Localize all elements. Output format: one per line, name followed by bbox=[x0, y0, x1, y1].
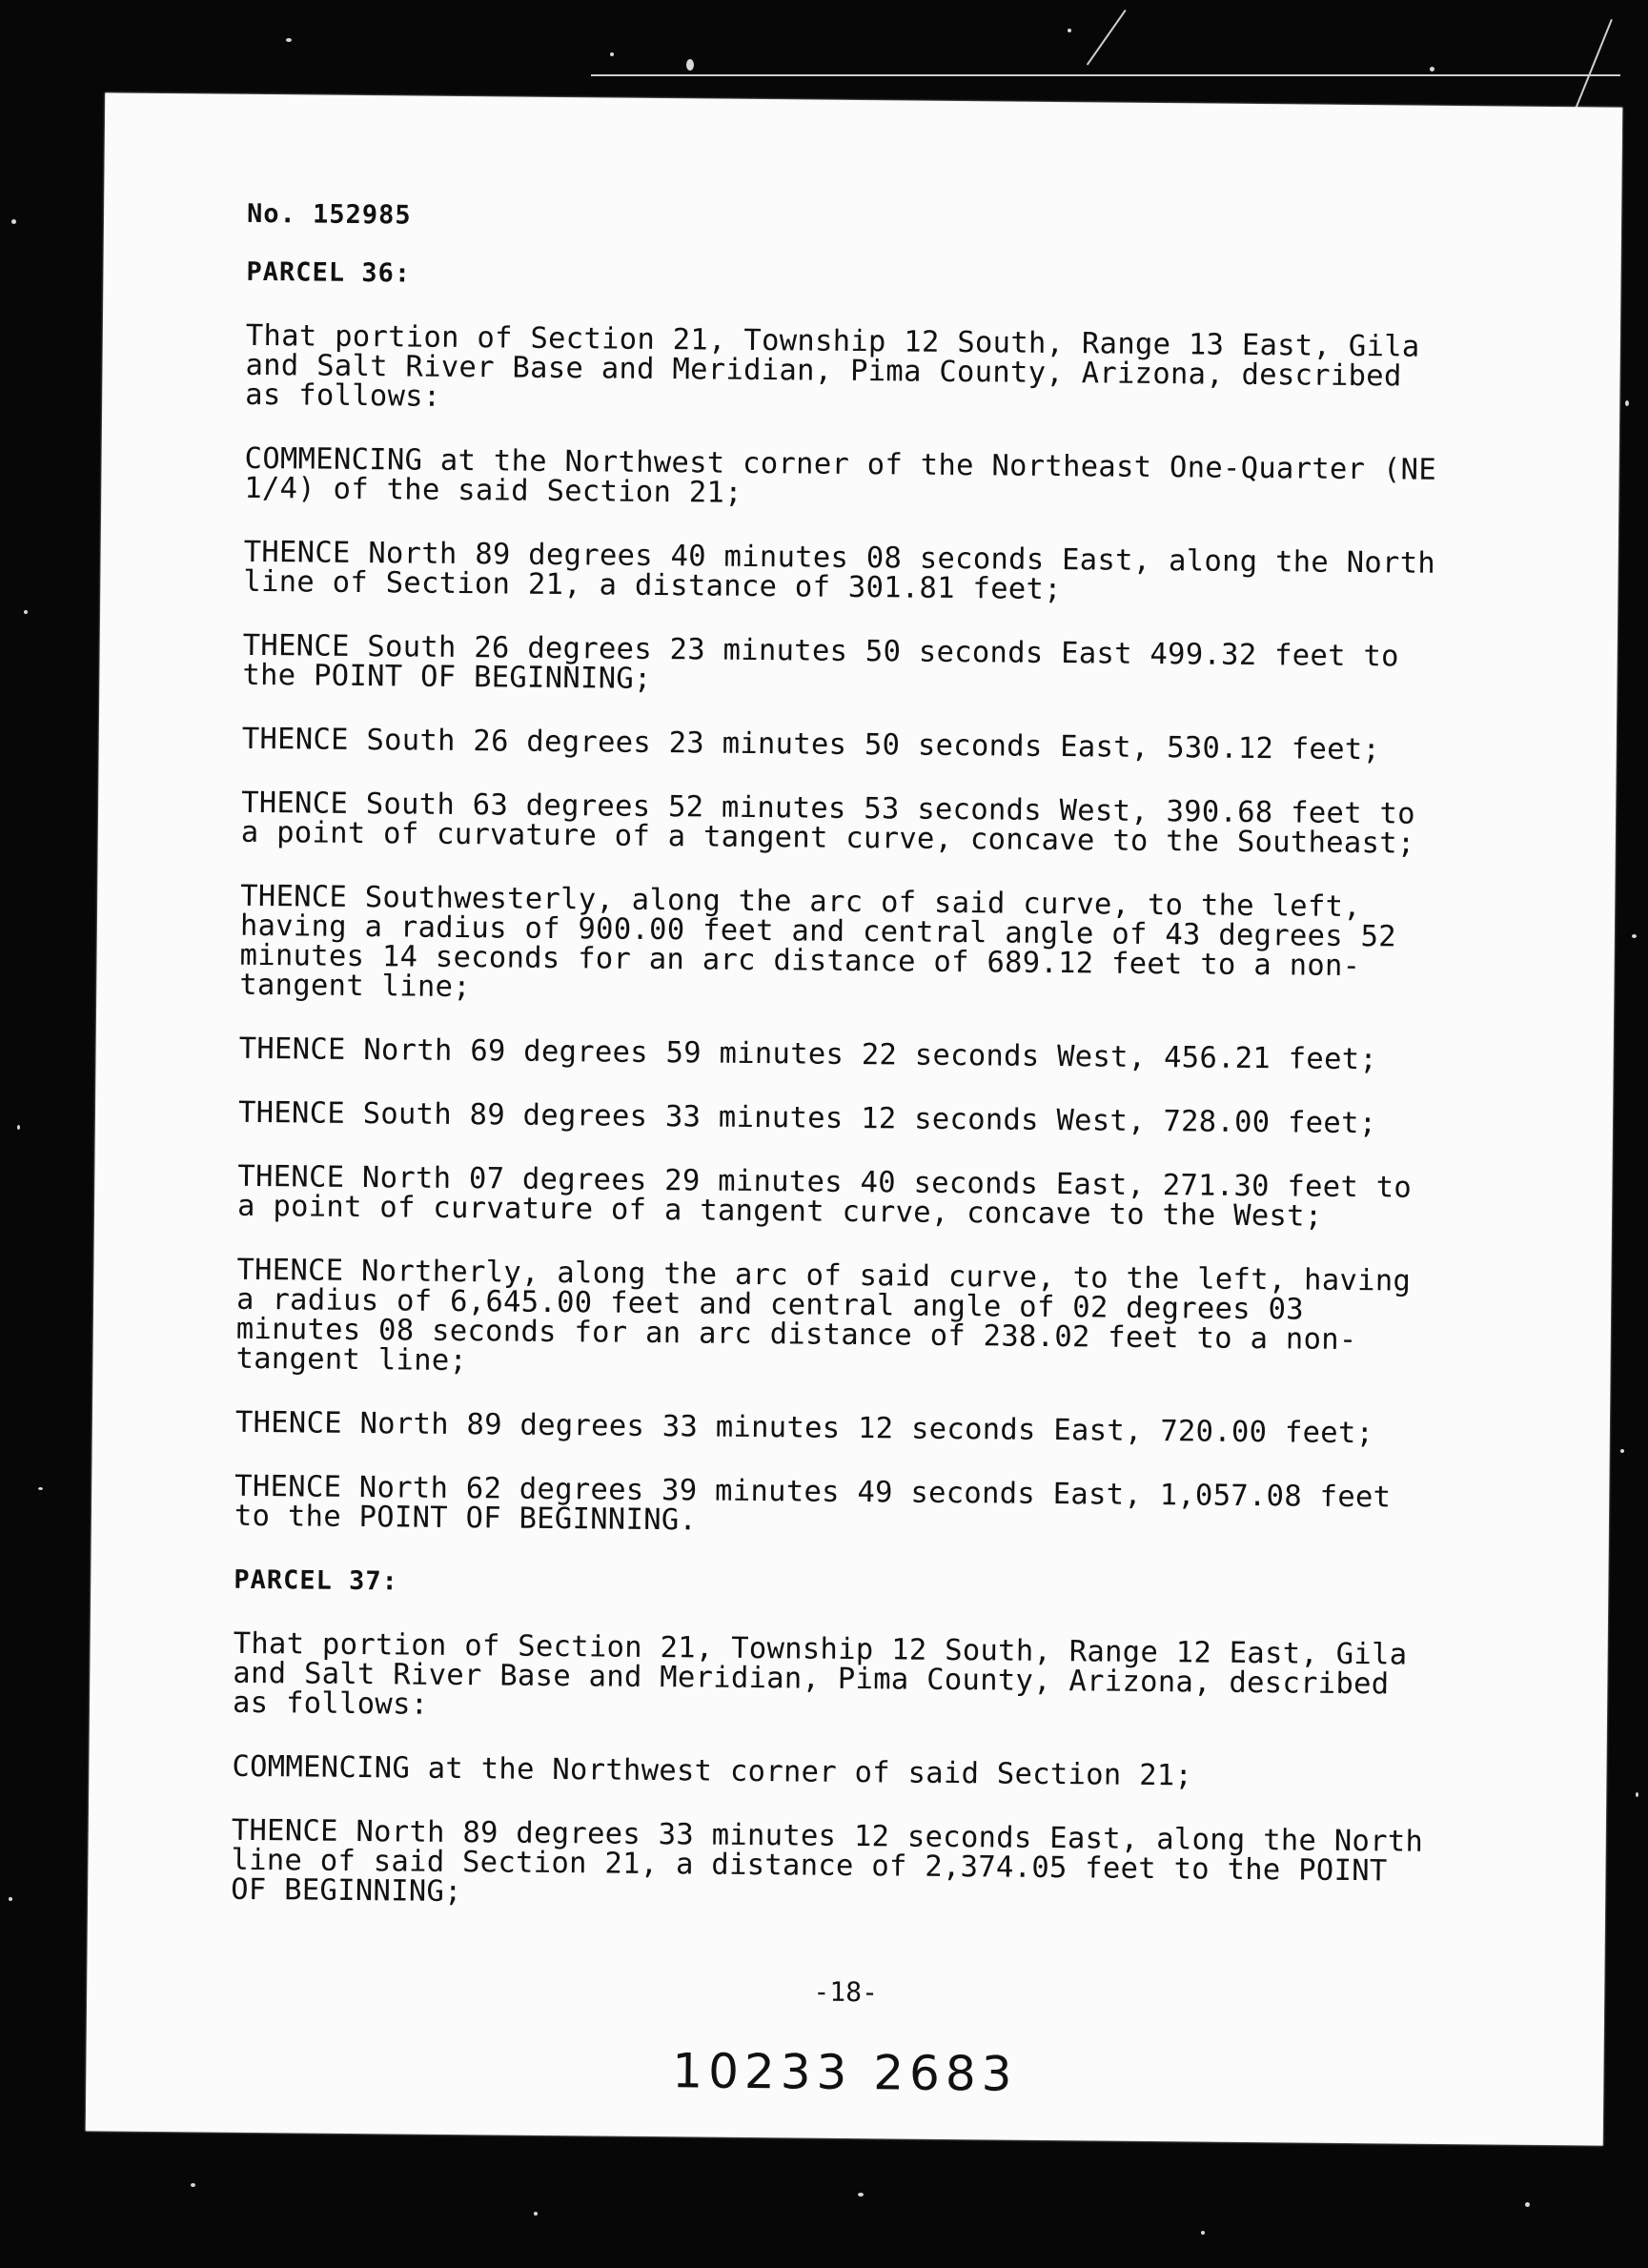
parcel-36-paragraph: THENCE North 69 degrees 59 minutes 22 seconds West, 456.21 feet; bbox=[238, 1032, 1378, 1077]
parcel-36-paragraph: THENCE North 89 degrees 40 minutes 08 seconds East, along the North line of Section 21, a distance of 301.81 feet; bbox=[243, 535, 1436, 607]
parcel-37-paragraph: COMMENCING at the Northwest corner of said Section 21; bbox=[232, 1749, 1193, 1793]
parcel-36-paragraph: THENCE Southwesterly, along the arc of said curve, to the left, having a radius of 900.00 feet and central angle of 43 degrees 52 minutes 14 seconds for an arc distance of 689.12 feet to a non- tangent line; bbox=[239, 879, 1397, 1005]
document-body bbox=[231, 199, 1457, 1951]
parcel-36-paragraph: THENCE North 62 degrees 39 minutes 49 seconds East, 1,057.08 feet to the POINT OF BEGINNING. bbox=[234, 1469, 1392, 1538]
parcel-36-paragraph: THENCE South 63 degrees 52 minutes 53 seconds West, 390.68 feet to a point of curvature of a tangent curve, concave to the Southeast; bbox=[240, 786, 1415, 861]
page-number: -18- bbox=[813, 1975, 879, 2009]
parcel-36-heading: PARCEL 36: bbox=[246, 256, 412, 289]
parcel-36-paragraph: THENCE South 26 degrees 23 minutes 50 seconds East, 530.12 feet; bbox=[241, 722, 1381, 767]
parcel-36-paragraph: THENCE Northerly, along the arc of said curve, to the left, having a radius of 6,645.00 feet and central angle of 02 degrees 03 minutes 08 seconds for an arc distance of 238.02 feet to a non- tangent line; bbox=[235, 1253, 1412, 1379]
parcel-36-paragraph: COMMENCING at the Northwest corner of the Northeast One-Quarter (NE 1/4) of the said Section 21; bbox=[244, 441, 1437, 510]
parcel-36-paragraph: THENCE South 89 degrees 33 minutes 12 seconds West, 728.00 feet; bbox=[237, 1095, 1377, 1141]
document-page bbox=[86, 92, 1622, 2145]
parcel-36-paragraph: THENCE North 07 degrees 29 minutes 40 seconds East, 271.30 feet to a point of curvature of a tangent curve, concave to the West; bbox=[236, 1159, 1413, 1234]
document-number: No. 152985 bbox=[246, 198, 412, 231]
recording-stamp-number: 10233 2683 bbox=[672, 2043, 1018, 2102]
parcel-36-paragraph: THENCE South 26 degrees 23 minutes 50 seconds East 499.32 feet to the POINT OF BEGINNING; bbox=[242, 628, 1399, 696]
parcel-37-heading: PARCEL 37: bbox=[234, 1564, 399, 1597]
parcel-37-paragraph: That portion of Section 21, Township 12 South, Range 12 East, Gila and Salt River Base and Meridian, Pima County, Arizona, described as follows: bbox=[232, 1626, 1408, 1722]
parcel-36-paragraph: That portion of Section 21, Township 12 South, Range 13 East, Gila and Salt River Base and Meridian, Pima County, Arizona, described as follows: bbox=[245, 318, 1420, 414]
parcel-37-paragraph: THENCE North 89 degrees 33 minutes 12 seconds East, along the North line of said Section 21, a distance of 2,374.05 feet to the POINT OF BEGINNING; bbox=[231, 1813, 1424, 1910]
parcel-36-paragraph: THENCE North 89 degrees 33 minutes 12 seconds East, 720.00 feet; bbox=[234, 1405, 1374, 1451]
